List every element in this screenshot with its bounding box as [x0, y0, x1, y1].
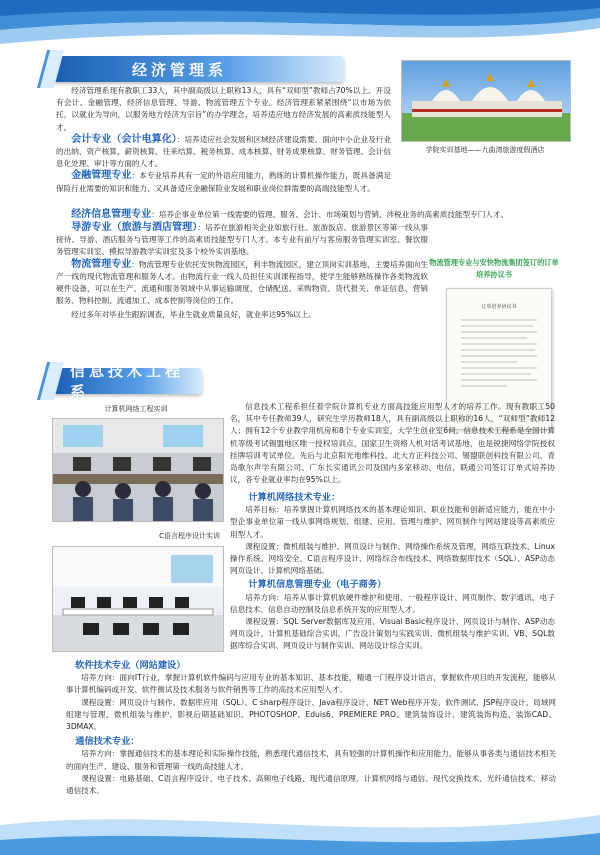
agreement-caption: 物流管理专业与安快物流集团签订的订单培养协议书 [429, 258, 559, 279]
economics-title: 经济管理系 [132, 60, 228, 79]
economics-text-wide [56, 209, 556, 221]
major-finance [56, 170, 391, 194]
c-lab-image [53, 547, 223, 651]
infomgmt-courses: 课程设置：SQL Server数据库及应用、Visual Basic程序设计、网页设计与制作、ASP动态网页设计，计算机基础综合实训、广告设计策划与实践实训、微机组装与维护实训、VB、SQL数据库综合实训、网页设计与制作实训、网站设计综合实训。 [230, 617, 555, 651]
software-goal: 培养方向：面向IT行业，掌握计算机软件编码与应用专业的基本知识、基本技能，精通一门程序设计语言，掌握软件项目的开发流程，能够从事计算机编码或开发、软件测试及技术服务与软件销售等工作的高技术应用型人才。 [66, 673, 556, 695]
infomgmt-goal: 培养方向：培养从事计算机软硬件维护和使用、一般程序设计、网页制作、数字通讯、电子信息技术、信息自动控制及信息系统开发的应用型人才。 [230, 592, 555, 614]
hotel-image [402, 61, 570, 141]
infomgmt-major-name: 计算机信息管理专业（电子商务） [248, 579, 387, 591]
network-lab-photo [52, 418, 224, 522]
major-logistics [56, 259, 428, 308]
network-lab-image [53, 419, 223, 521]
c-lab-caption: C语言程序设计实训 [159, 532, 220, 540]
network-courses: 课程设置：微机组装与维护、网页设计与制作、网络操作系统及管理，网络互联技术、Linux操作系统、网络安全、C语言程序设计、网络综合布线技术、网络数据库技术（SQL）、ASP动态网页设计、计算机网络基础。 [230, 541, 555, 576]
major-name: 金融管理专业 [71, 170, 132, 182]
major-tourism [56, 222, 428, 259]
hotel-photo [401, 60, 571, 142]
major-name: 物流管理专业 [71, 258, 132, 270]
network-major-name: 计算机网络技术专业： [248, 492, 341, 503]
software-major-name: 软件技术专业（网站建设） [75, 660, 186, 671]
comm-courses: 课程设置：电路基础、C语言程序设计、电子技术、高频电子线路、现代通信原理、计算机网络与通信、现代交换技术、光纤通信技术、移动通信技术。 [66, 773, 556, 796]
it-header [52, 362, 202, 401]
network-lab-caption: 计算机网络工程实训 [104, 405, 168, 413]
major-accounting [56, 134, 391, 171]
economics-text [56, 85, 391, 195]
major-desc: ：本专业培养具有一定的外语应用能力，熟练的计算机操作能力，既具备满足保险行业需要的知识和能力、又具备适应金融保险业发展和职业岗位群需要的高端技能型人才。 [56, 171, 391, 193]
comm-goal: 培养方向：掌握通信技术的基本理论和实际操作技能，熟悉现代通信技术，具有较强的计算机操作和应用能力，能够从事各类与通信技术相关的面向生产、建设、服务和管理第一线的高技能人才。 [66, 749, 556, 771]
economics-text-tourism [56, 222, 428, 322]
economics-header [52, 56, 344, 82]
major-desc: ：培养适应社会发展和区域经济建设需要、面向中小企业及行业的出纳、资产核算、薪资核算、往来结算、税务核算、成本核算、财务成果核算、财务管理、会计信息化处理、审计等方面的人才。 [56, 134, 392, 169]
major-name: 会计专业（会计电算化） [71, 133, 177, 145]
economics-outro: 经过多年对毕业生跟踪调查，毕业生就业质量良好，就业率达95%以上。 [71, 310, 316, 320]
agreement-doc-title: 订单培养协议书 [481, 304, 517, 310]
it-title: 信息技术工程系 [70, 362, 185, 401]
software-courses: 课程设置：网页设计与制作、数据库应用（SQL）、C sharp程序设计、Java程序设计、NET Web程序开发、软件测试、JSP程序设计、局域网组建与管理、微机组装与维护、影视后期基础知识、PHOTOSHOP、Eduis6、PREMIERE PRO、建筑装饰设计、建筑装饰构造、装饰CAD、3DMAX。 [66, 697, 556, 732]
comm-major-name: 通信技术专业： [75, 736, 140, 748]
major-name: 经济信息管理专业 [71, 209, 152, 220]
major-desc: ：培养企事业单位第一线需要的管理、服务、会计、市场策划与营销、涉税业务的高素质技能型专门人才。 [151, 210, 509, 219]
it-wide-block [66, 660, 556, 797]
major-desc: ：物流管理专业依托安快物流园区，利丰物流园区，建立顶岗实训基地，主要培养面向生产一线的现代物流管理和服务人才。由物流行业一线人员担任实训课程指导，使学生能够熟练操作各类物流软硬件设备，可以在生产、流通和服务领域中从事运输调度、仓储配送、采购物资、货代报关、单证信息、营销服务、物料控制、流通加工、成本控制等岗位的工作。 [56, 259, 428, 306]
major-desc: ：培养在旅游相关企业如旅行社、旅游饭店、旅游景区等第一线从事接待、导游、酒店服务与管理等工作的高素质技能型专门人才。本专业有前厅与客房服务管理实训室、餐饮服务管理实训室、模拟导游教学实训室及多个校外实训基地。 [56, 223, 429, 257]
economics-intro: 经济管理系现有教职工33人，其中副高级以上职称13人，具有“双师型”教师占70%以上。开设有会计、金融管理、经济信息管理、导游、物流管理五个专业。经济管理系紧紧围绕“以市场为依托，以就业为导向，以服务地方经济为宗旨”的办学理念，培养适应地方经济发展的高素质技能型人才。 [56, 86, 391, 132]
it-network-block [230, 492, 555, 653]
major-econ-info [56, 209, 556, 221]
hotel-caption: 学院实训基地——九曲湾旅游度假酒店 [425, 146, 545, 154]
major-name: 导游专业（旅游与酒店管理） [71, 222, 198, 233]
it-intro: 信息技术工程系担任着学院计算机专业方面高技能应用型人才的培养工作。现有教职工50名，其中专任教师39人，研究生学历教师18人，具有副高级以上职称的16人，“双师型”教师12人；拥有12个专业教学用机房和8个专业实训室，大学生创业室6间。信息技术工程系是全国计算机等级考试锡盟地区唯一授权培训点，国家卫生资格人机对话考试基地，也是锐捷网络学院授权挂牌培训考试单位。先后与北京阳光地维科技、北大方正科技公司、锡盟联创科技有限公司、青岛歌尔声学有限公司、广东长实通讯公司及国内多家移动、电信、联通公司签订订单式培养协议，各专业就业率均在95%以上。 [230, 402, 555, 485]
network-goal: 培养目标：培养掌握计算机网络技术的基本理论知识、职业技能和创新适应能力，能在中小型企事业单位第一线从事网络规划、组建、应用、管理与维护、网页制作与网站建设等高素质应用型人才。 [230, 505, 555, 539]
c-lab-photo [52, 546, 224, 652]
